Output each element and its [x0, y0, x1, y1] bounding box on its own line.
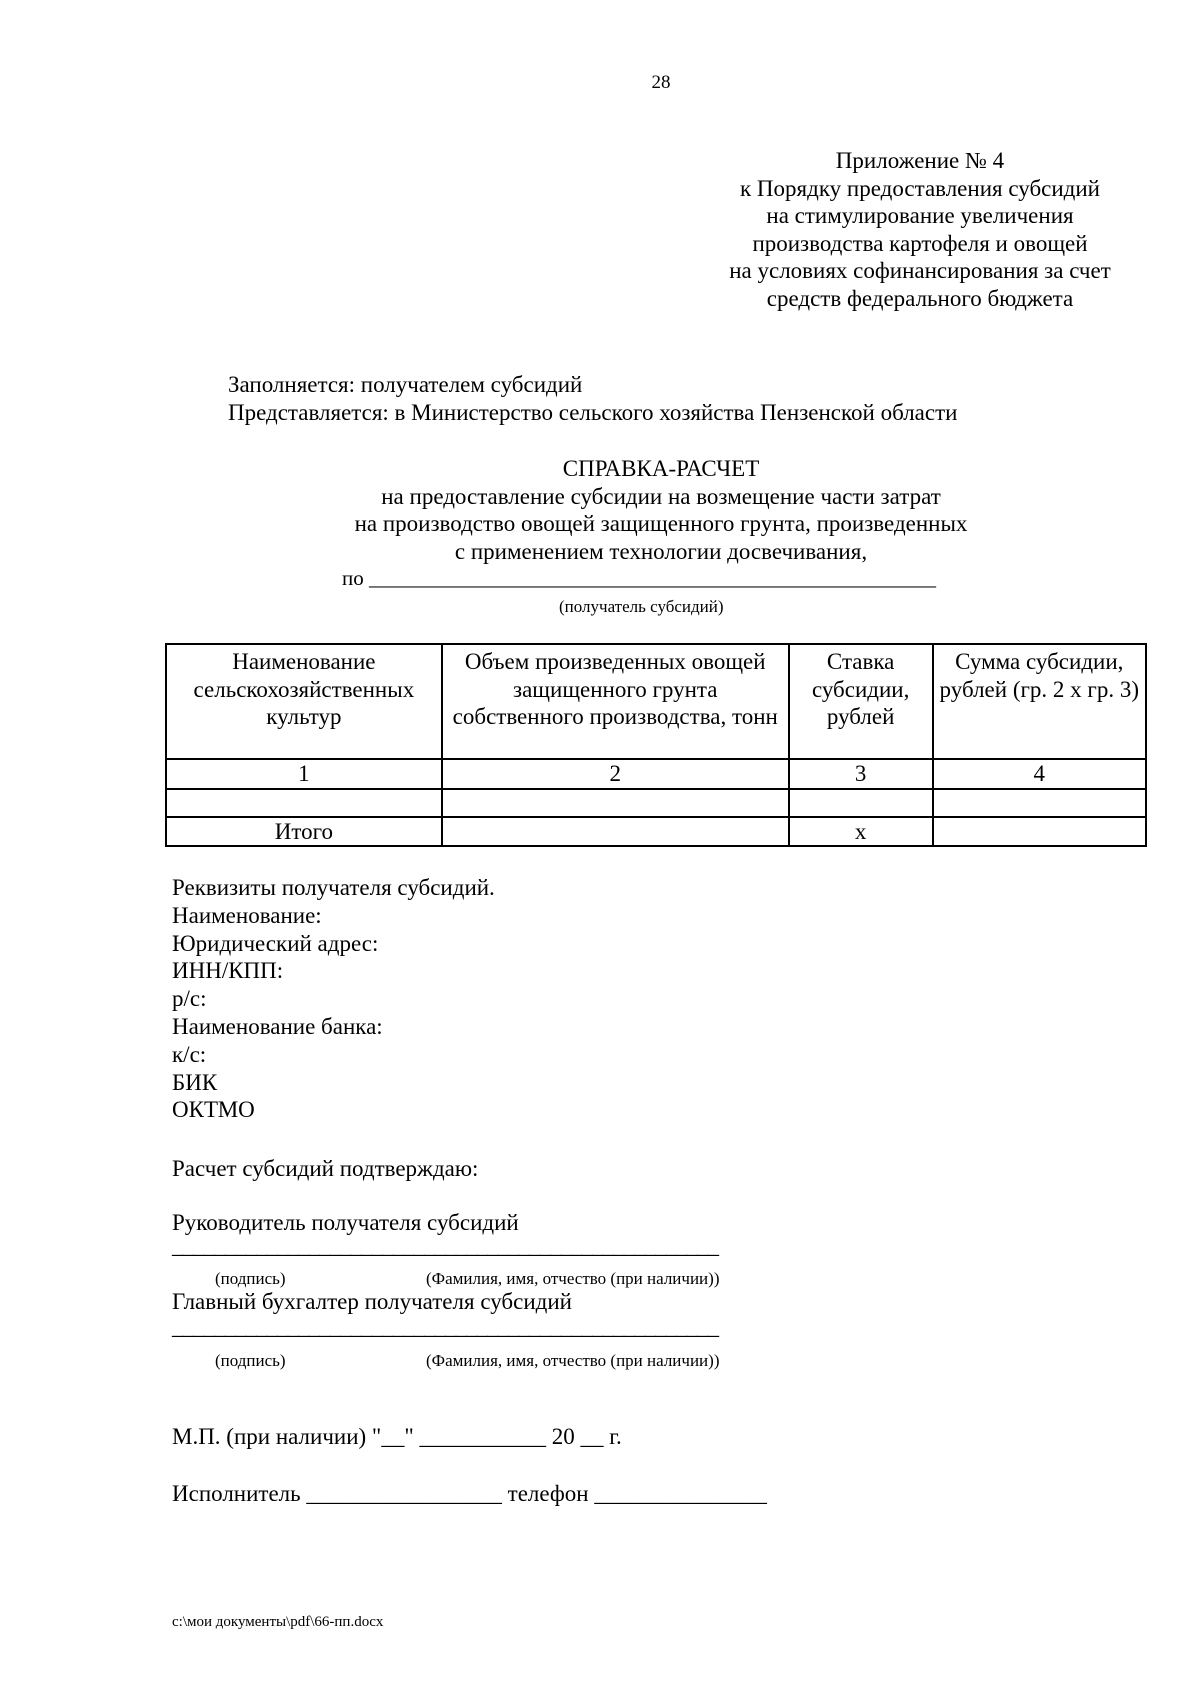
header-crops: Наименование сельскохозяйственных культур — [166, 644, 442, 759]
stamp-date-line: М.П. (при наличии) "__" ___________ 20 __ г. — [172, 1424, 622, 1449]
calculation-table — [165, 643, 1147, 847]
title-line: с применением технологии досвечивания, — [454, 538, 868, 564]
table-header-row — [166, 644, 1146, 759]
table-cell — [933, 789, 1146, 817]
table-cell — [442, 817, 789, 847]
executor-line: Исполнитель _________________ телефон _______________ — [172, 1481, 767, 1506]
requisite-line: БИК — [172, 1069, 218, 1095]
column-number: 4 — [933, 759, 1146, 789]
appendix-line: к Порядку предоставления субсидий — [740, 175, 1100, 201]
accountant-sign-caption: (подпись) — [215, 1351, 286, 1370]
requisite-line: р/с: — [172, 986, 207, 1012]
recipient-caption: (получатель субсидий) — [559, 597, 724, 616]
table-row — [166, 789, 1146, 817]
page-number: 28 — [651, 72, 671, 93]
recipient-requisites — [172, 874, 495, 1124]
fill-info — [228, 371, 957, 426]
recipient-line: по ______________________________________________________ — [342, 566, 936, 590]
table-cell: x — [789, 817, 933, 847]
table-cell — [933, 817, 1146, 847]
requisite-line: ИНН/КПП: — [172, 958, 284, 984]
appendix-line: на условиях софинансирования за счет — [729, 258, 1111, 284]
document-title — [300, 455, 1022, 565]
requisite-line: ОКТМО — [172, 1097, 255, 1123]
submitted-to: Представляется: в Министерство сельского хозяйства Пензенской области — [228, 399, 958, 425]
total-row — [166, 817, 1146, 847]
head-signature-title: Руководитель получателя субсидий — [172, 1210, 519, 1235]
appendix-header — [700, 147, 1140, 313]
table-row — [166, 759, 1146, 789]
appendix-line: на стимулирование увеличения — [766, 203, 1074, 229]
head-signature-line: ____________________________________________________ — [172, 1233, 718, 1258]
requisite-line: Юридический адрес: — [172, 930, 379, 956]
accountant-signature-line: ____________________________________________________ — [172, 1314, 718, 1339]
header-volume: Объем произведенных овощей защищенного грунта собственного производства, тонн — [442, 644, 789, 759]
requisite-line: Реквизиты получателя субсидий. — [172, 875, 495, 900]
confirmation-text: Расчет субсидий подтверждаю: — [172, 1156, 479, 1181]
title-heading: СПРАВКА-РАСЧЕТ — [562, 456, 760, 481]
file-path-footer: c:\мои документы\pdf\66-пп.docx — [172, 1614, 384, 1630]
header-rate: Ставка субсидии, рублей — [789, 644, 933, 759]
requisite-line: Наименование: — [172, 902, 322, 928]
title-line: на производство овощей защищенного грунта, произведенных — [354, 511, 968, 537]
appendix-line: средств федерального бюджета — [766, 285, 1074, 311]
total-label: Итого — [166, 817, 442, 847]
header-sum: Сумма субсидии, рублей (гр. 2 x гр. 3) — [933, 644, 1146, 759]
table-cell — [789, 789, 933, 817]
filled-by: Заполняется: получателем субсидий — [228, 372, 583, 397]
table-cell — [166, 789, 442, 817]
head-name-caption: (Фамилия, имя, отчество (при наличии)) — [426, 1269, 720, 1288]
head-sign-caption: (подпись) — [215, 1269, 286, 1288]
accountant-name-caption: (Фамилия, имя, отчество (при наличии)) — [426, 1351, 720, 1370]
appendix-line: производства картофеля и овощей — [752, 230, 1088, 256]
table-cell — [442, 789, 789, 817]
column-number: 2 — [442, 759, 789, 789]
requisite-line: к/с: — [172, 1041, 207, 1067]
column-number: 3 — [789, 759, 933, 789]
requisite-line: Наименование банка: — [172, 1013, 383, 1039]
appendix-line: Приложение № 4 — [835, 148, 1005, 173]
column-number: 1 — [166, 759, 442, 789]
title-line: на предоставление субсидии на возмещение части затрат — [381, 483, 941, 509]
accountant-signature-title: Главный бухгалтер получателя субсидий — [172, 1289, 572, 1314]
